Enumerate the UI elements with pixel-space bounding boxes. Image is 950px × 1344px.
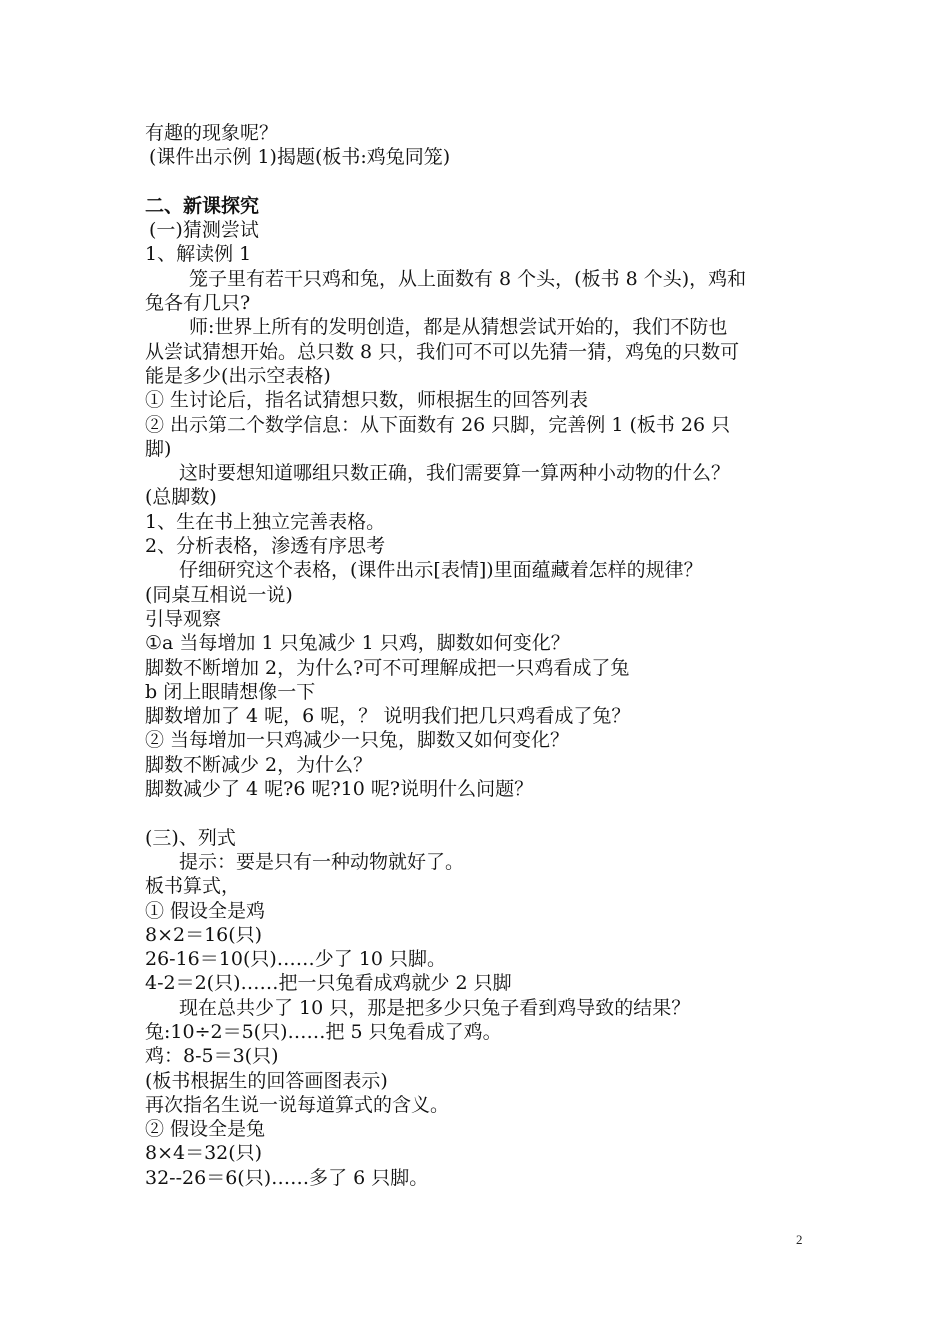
- section-heading: 二、新课探究: [145, 194, 260, 217]
- formula-line: 鸡：8-5＝3(只): [145, 1045, 279, 1068]
- text-line: ② 出示第二个数学信息：从下面数有 26 只脚，完善例 1 (板书 26 只: [145, 413, 731, 436]
- formula-line: 8×4＝32(只): [145, 1142, 263, 1165]
- formula-line: 8×2＝16(只): [145, 923, 263, 946]
- text-line: ①a 当每增加 1 只兔减少 1 只鸡，脚数如何变化？: [145, 632, 570, 655]
- text-line: 再次指名生说一说每道算式的含义。: [145, 1093, 450, 1116]
- text-line: (同桌互相说一说): [145, 583, 293, 606]
- text-line: ① 生讨论后，指名试猜想只数，师根据生的回答列表: [145, 389, 589, 412]
- text-line: 有趣的现象呢？: [145, 122, 279, 144]
- text-line: ① 假设全是鸡: [145, 899, 266, 922]
- text-line: 现在总共少了 10 只，那是把多少只兔子看到鸡导致的结果？: [179, 996, 691, 1019]
- formula-line: 兔:10÷2＝5(只)……把 5 只兔看成了鸡。: [145, 1020, 502, 1043]
- text-line: 提示：要是只有一种动物就好了。: [179, 850, 465, 873]
- document-body: [145, 121, 815, 1190]
- text-line: 从尝试猜想开始。总只数 8 只，我们可不可以先猜一猜，鸡兔的只数可: [145, 340, 740, 363]
- text-line: 仔细研究这个表格，(课件出示[表情])里面蕴藏着怎样的规律？: [179, 559, 703, 582]
- text-line: 脚数不断增加 2，为什么?可不可理解成把一只鸡看成了兔: [145, 656, 630, 679]
- text-line: b 闭上眼睛想像一下: [145, 680, 316, 703]
- text-line: 脚数减少了 4 呢?6 呢?10 呢?说明什么问题？: [145, 778, 534, 801]
- text-line: 脚数增加了 4 呢，6 呢，？ 说明我们把几只鸡看成了兔？: [145, 705, 631, 728]
- page-number: 2: [796, 1232, 803, 1247]
- text-line: 引导观察: [145, 607, 222, 630]
- subsection-heading: (三)、列式: [145, 826, 236, 849]
- text-line: 1、生在书上独立完善表格。: [145, 510, 386, 533]
- blank-line: [145, 170, 815, 194]
- text-line: 板书算式，: [145, 875, 241, 898]
- text-line: 笼子里有若干只鸡和兔，从上面数有 8 个头，(板书 8 个头)，鸡和: [189, 267, 747, 290]
- formula-line: 4-2＝2(只)……把一只兔看成鸡就少 2 只脚: [145, 972, 512, 995]
- text-line: (课件出示例 1)揭题(板书:鸡兔同笼): [149, 146, 451, 169]
- text-line: ② 假设全是兔: [145, 1118, 266, 1141]
- text-line: (总脚数): [145, 486, 217, 509]
- text-line: 师:世界上所有的发明创造，都是从猜想尝试开始的，我们不防也: [189, 316, 728, 339]
- text-line: 兔各有几只?: [145, 292, 251, 315]
- blank-line: [145, 801, 815, 825]
- text-line: 脚): [145, 437, 172, 460]
- text-line: 能是多少(出示空表格): [145, 364, 331, 387]
- text-line: (板书根据生的回答画图表示): [145, 1069, 388, 1092]
- formula-line: 32--26＝6(只)……多了 6 只脚。: [145, 1166, 429, 1189]
- text-line: 脚数不断减少 2，为什么？: [145, 753, 373, 776]
- text-line: 2、分析表格，渗透有序思考: [145, 535, 386, 558]
- text-line: ② 当每增加一只鸡减少一只兔，脚数又如何变化？: [145, 729, 570, 752]
- subsection-heading: (一)猜测尝试: [149, 219, 259, 242]
- text-line: 这时要想知道哪组只数正确，我们需要算一算两种小动物的什么？: [179, 462, 731, 485]
- text-line: 1、解读例 1: [145, 243, 252, 266]
- formula-line: 26-16＝10(只)……少了 10 只脚。: [145, 948, 447, 971]
